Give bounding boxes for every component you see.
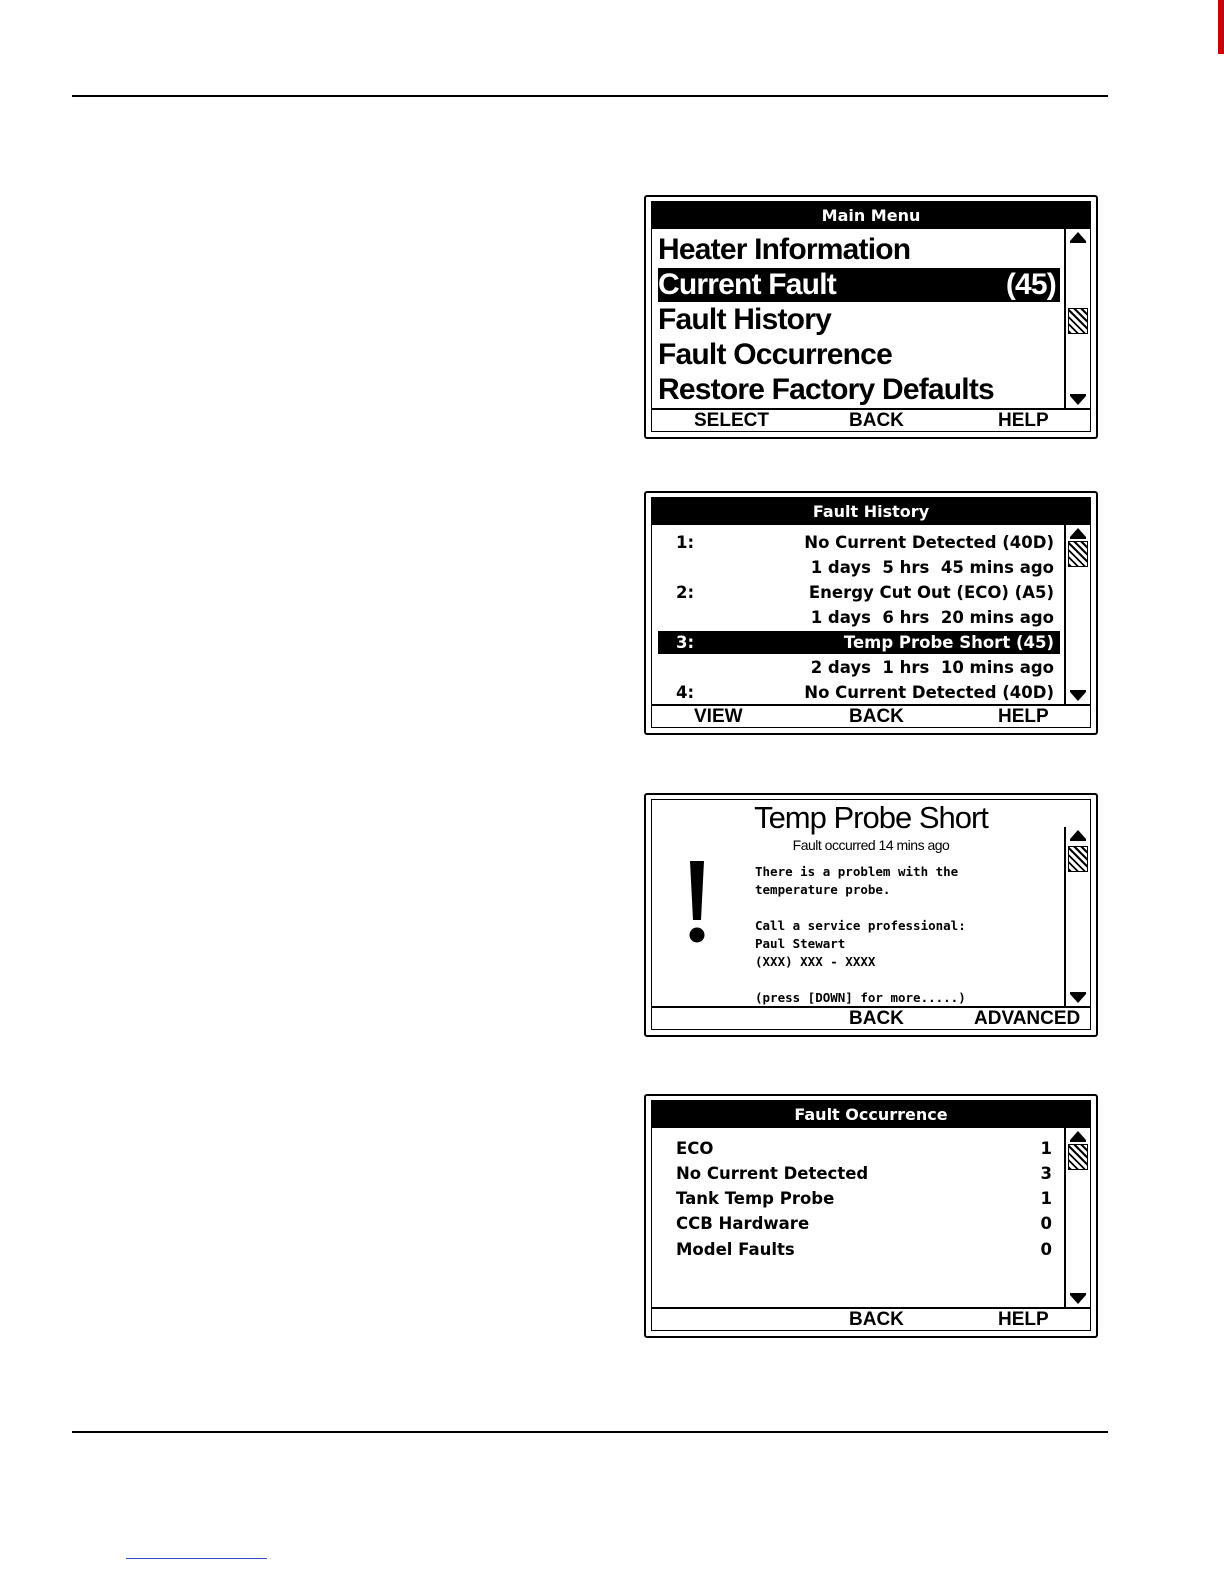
more-hint: (press [DOWN] for more.....) (755, 990, 966, 1005)
scrollbar[interactable] (1064, 229, 1089, 408)
fault-type: Model Faults (676, 1240, 795, 1259)
service-contact-phone: (XXX) XXX - XXXX (755, 954, 876, 969)
fault-type: No Current Detected (676, 1164, 869, 1183)
message-line: There is a problem with the (755, 864, 959, 879)
history-entry-2[interactable] (658, 581, 1060, 604)
message-line: Call a service professional: (755, 918, 966, 933)
warning-exclamation-icon (680, 858, 714, 948)
menu-item-fault-history[interactable] (658, 303, 1060, 337)
occurrence-row-ccb-hardware (658, 1211, 1060, 1236)
entry-number: 3: (676, 633, 695, 652)
history-entry-4[interactable] (658, 681, 1060, 704)
occurrence-count: 0 (1040, 1214, 1052, 1233)
entry-number: 4: (676, 683, 695, 702)
menu-item-label: Current Fault (658, 268, 836, 301)
fault-history-screen (644, 491, 1098, 735)
menu-item-fault-occurrence[interactable] (658, 338, 1060, 372)
scroll-thumb[interactable] (1068, 308, 1088, 334)
menu-item-current-fault[interactable] (658, 268, 1060, 302)
fault-name: Temp Probe Short (45) (843, 633, 1054, 652)
occurrence-row-model-faults (658, 1237, 1060, 1262)
occurrence-row-eco (658, 1136, 1060, 1161)
view-softkey[interactable]: VIEW (694, 706, 743, 727)
fault-type: Tank Temp Probe (676, 1189, 835, 1208)
fault-time: 2 days 1 hrs 10 mins ago (810, 658, 1054, 677)
scroll-down-arrow-icon[interactable] (1070, 396, 1086, 405)
fault-name: No Current Detected (40D) (804, 683, 1054, 702)
history-entry-3-time (658, 656, 1060, 679)
screen-title: Main Menu (652, 202, 1090, 229)
footer-link-underline[interactable] (126, 1558, 267, 1559)
history-entry-1-time (658, 556, 1060, 579)
scroll-thumb[interactable] (1068, 846, 1088, 872)
fault-name: Energy Cut Out (ECO) (A5) (808, 583, 1054, 602)
menu-item-heater-information[interactable] (658, 233, 1060, 267)
menu-item-label: Restore Factory Defaults (658, 373, 994, 406)
screen-title: Fault Occurrence (652, 1101, 1090, 1128)
help-softkey[interactable]: HELP (998, 1309, 1049, 1330)
fault-time: 1 days 6 hrs 20 mins ago (810, 608, 1054, 627)
softkey-bar (652, 704, 1090, 727)
help-softkey[interactable]: HELP (998, 410, 1049, 431)
scrollbar[interactable] (1064, 525, 1089, 704)
menu-item-label: Fault Occurrence (658, 338, 892, 371)
fault-title: Temp Probe Short (754, 800, 988, 835)
fault-count-badge: (45) (1005, 268, 1056, 301)
menu-item-restore-factory-defaults[interactable] (658, 373, 1060, 407)
advanced-softkey[interactable]: ADVANCED (974, 1008, 1081, 1029)
menu-item-label: Fault History (658, 303, 831, 336)
page-edge-mark (1218, 0, 1224, 54)
header-rule (72, 95, 1108, 97)
scroll-up-arrow-icon[interactable] (1070, 830, 1086, 839)
scroll-down-arrow-icon[interactable] (1070, 1295, 1086, 1304)
scroll-up-arrow-icon[interactable] (1070, 528, 1086, 537)
message-line: temperature probe. (755, 882, 891, 897)
fault-type: ECO (676, 1139, 714, 1158)
scrollbar[interactable] (1064, 1128, 1089, 1307)
occurrence-count: 0 (1040, 1240, 1052, 1259)
back-softkey[interactable]: BACK (849, 1008, 904, 1029)
history-entry-2-time (658, 606, 1060, 629)
scroll-down-arrow-icon[interactable] (1070, 994, 1086, 1003)
select-softkey[interactable]: SELECT (694, 410, 769, 431)
fault-occurred-time: Fault occurred 14 mins ago (792, 837, 950, 853)
scroll-up-arrow-icon[interactable] (1070, 1131, 1086, 1140)
occurrence-row-no-current (658, 1161, 1060, 1186)
fault-detail-screen (644, 793, 1098, 1037)
occurrence-count: 1 (1040, 1189, 1052, 1208)
fault-time: 1 days 5 hrs 45 mins ago (810, 558, 1054, 577)
main-menu-screen (644, 195, 1098, 439)
fault-name: No Current Detected (40D) (804, 533, 1054, 552)
softkey-bar (652, 1006, 1090, 1029)
occurrence-count: 3 (1040, 1164, 1052, 1183)
footer-rule (72, 1431, 1108, 1433)
screen-title: Fault History (652, 498, 1090, 525)
scrollbar[interactable] (1064, 827, 1089, 1006)
scroll-down-arrow-icon[interactable] (1070, 692, 1086, 701)
softkey-bar (652, 1307, 1090, 1330)
fault-occurrence-screen (644, 1094, 1098, 1338)
entry-number: 2: (676, 583, 695, 602)
scroll-thumb[interactable] (1068, 1144, 1088, 1170)
back-softkey[interactable]: BACK (849, 706, 904, 727)
entry-number: 1: (676, 533, 695, 552)
history-entry-3[interactable] (658, 631, 1060, 654)
occurrence-count: 1 (1040, 1139, 1052, 1158)
fault-type: CCB Hardware (676, 1214, 810, 1233)
menu-item-label: Heater Information (658, 233, 911, 266)
softkey-bar (652, 408, 1090, 431)
service-contact-name: Paul Stewart (755, 936, 846, 951)
back-softkey[interactable]: BACK (849, 1309, 904, 1330)
scroll-up-arrow-icon[interactable] (1070, 232, 1086, 241)
scroll-thumb[interactable] (1068, 541, 1088, 567)
history-entry-1[interactable] (658, 531, 1060, 554)
back-softkey[interactable]: BACK (849, 410, 904, 431)
help-softkey[interactable]: HELP (998, 706, 1049, 727)
occurrence-row-tank-temp-probe (658, 1186, 1060, 1211)
